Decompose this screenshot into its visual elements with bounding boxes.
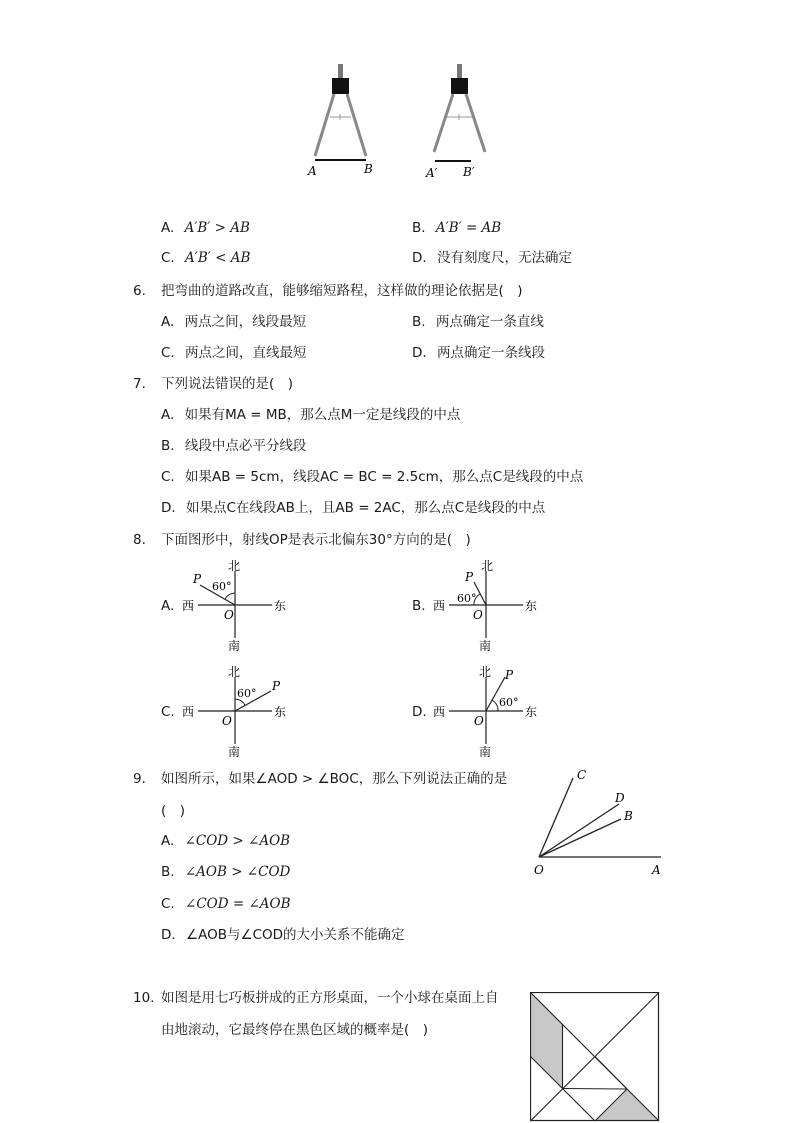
option-text: 没有刻度尺，无法确定 (436, 250, 572, 266)
option-letter: B. (412, 314, 426, 330)
option-text: ∠COD > ∠AOB (184, 833, 291, 849)
option-text: A′B′ > AB (184, 220, 250, 236)
east-label: 东 (274, 599, 287, 613)
option-letter: B. (161, 864, 175, 880)
q6-stem: 把弯曲的道路改直，能够缩短路程，这样做的理论依据是( ) (161, 283, 523, 299)
q8-option-c-diagram[interactable] (176, 663, 306, 757)
q9-number: 9. (133, 771, 146, 787)
option-text: 两点之间，线段最短 (184, 314, 307, 330)
origin-label: O (222, 714, 232, 728)
point-label: P (505, 668, 514, 682)
option-text: ∠AOB > ∠COD (184, 864, 291, 880)
q10-stem-line2: 由地滚动，它最终停在黑色区域的概率是( ) (161, 1022, 429, 1038)
q8-option-d-diagram[interactable] (427, 663, 557, 757)
q7-option-a[interactable] (161, 406, 460, 424)
q5-option-d[interactable] (412, 249, 572, 267)
q10-number: 10. (133, 990, 155, 1006)
q5-option-b[interactable] (412, 219, 501, 237)
compass-figure (300, 60, 500, 185)
shaded-piece-triangle (595, 1089, 659, 1121)
west-label: 西 (182, 705, 195, 719)
angle-label: 60° (457, 592, 477, 605)
south-label: 南 (479, 745, 492, 757)
origin-label: O (474, 714, 484, 728)
option-letter: C. (161, 250, 175, 266)
west-label: 西 (433, 599, 446, 613)
option-text: 如果AB = 5cm，线段AC = BC = 2.5cm，那么点C是线段的中点 (185, 469, 584, 485)
q9-option-c[interactable] (161, 895, 291, 913)
option-text: 线段中点必平分线段 (184, 438, 307, 454)
option-letter: D. (161, 500, 176, 516)
right-compass (434, 64, 485, 161)
east-label: 东 (274, 705, 287, 719)
option-text: 如果点C在线段AB上，且AB = 2AC，那么点C是线段的中点 (185, 500, 546, 516)
q9-stem-line2: ( ) (161, 803, 186, 819)
label-b: B (624, 809, 633, 823)
q9-option-d[interactable] (161, 926, 405, 944)
option-letter: B. (412, 220, 426, 236)
south-label: 南 (479, 639, 492, 652)
option-text: A′B′ = AB (435, 220, 502, 236)
option-letter: A. (161, 407, 175, 423)
q9-option-a[interactable] (161, 832, 290, 850)
option-text: 如果有MA = MB，那么点M一定是线段的中点 (184, 407, 461, 423)
option-letter: D. (412, 250, 427, 266)
right-label-b: B′ (463, 165, 475, 179)
north-label: 北 (228, 559, 241, 573)
q7-option-c[interactable] (161, 468, 583, 486)
q9-angle-figure (525, 760, 675, 885)
q6-option-d[interactable] (412, 344, 545, 362)
option-letter: D. (412, 345, 427, 361)
q8-number: 8. (133, 532, 146, 548)
label-a: A (652, 863, 661, 877)
q10-tangram-figure (530, 992, 660, 1122)
south-label: 南 (228, 639, 241, 652)
option-letter: B. (161, 438, 175, 454)
q8-option-b-letter[interactable]: B. (412, 598, 426, 614)
option-letter: A. (161, 314, 175, 330)
q8-option-b-diagram[interactable] (427, 558, 557, 652)
option-letter: D. (161, 927, 176, 943)
q5-option-c[interactable] (161, 249, 250, 267)
left-compass (315, 64, 366, 160)
point-label: P (465, 570, 474, 584)
right-label-a: A′ (426, 166, 438, 180)
q10-stem-line1: 如图是用七巧板拼成的正方形桌面，一个小球在桌面上自 (161, 990, 499, 1006)
north-label: 北 (228, 665, 241, 679)
east-label: 东 (525, 599, 538, 613)
east-label: 东 (525, 705, 538, 719)
q8-option-a-letter[interactable]: A. (161, 598, 175, 614)
option-letter: C. (161, 469, 175, 485)
option-text: A′B′ < AB (185, 250, 251, 266)
angle-label: 60° (499, 696, 519, 709)
q7-option-d[interactable] (161, 499, 545, 517)
label-c: C (577, 768, 587, 782)
north-label: 北 (479, 665, 492, 679)
west-label: 西 (433, 705, 446, 719)
angle-label: 60° (212, 580, 232, 593)
option-text: 两点确定一条直线 (435, 314, 544, 330)
option-text: 两点之间，直线最短 (185, 345, 307, 361)
option-letter: C. (161, 345, 175, 361)
left-label-b: B (364, 162, 373, 176)
option-letter: C. (161, 896, 175, 912)
shaded-piece-parallelogram (531, 993, 563, 1089)
north-label: 北 (481, 559, 494, 573)
q9-option-b[interactable] (161, 863, 290, 881)
option-text: ∠AOB与∠COD的大小关系不能确定 (185, 927, 405, 943)
west-label: 西 (182, 599, 195, 613)
q8-stem: 下面图形中，射线OP是表示北偏东30°方向的是( ) (161, 532, 471, 548)
option-text: 两点确定一条线段 (436, 345, 545, 361)
origin-label: O (473, 608, 483, 622)
label-o: O (534, 863, 544, 877)
q7-stem: 下列说法错误的是( ) (161, 376, 294, 392)
point-label: P (193, 572, 202, 586)
point-label: P (272, 679, 281, 693)
south-label: 南 (228, 745, 241, 757)
q6-number: 6. (133, 283, 146, 299)
angle-label: 60° (237, 687, 257, 700)
q6-option-a[interactable] (161, 313, 306, 331)
option-letter: A. (161, 833, 175, 849)
q6-option-c[interactable] (161, 344, 307, 362)
option-text: ∠COD = ∠AOB (185, 896, 291, 912)
q8-option-d-letter[interactable]: D. (412, 704, 427, 720)
label-d: D (615, 791, 625, 805)
q6-option-b[interactable] (412, 313, 544, 331)
q8-option-a-diagram[interactable] (176, 558, 306, 652)
q9-stem-line1: 如图所示，如果∠AOD > ∠BOC，那么下列说法正确的是 (161, 771, 508, 787)
q5-option-a[interactable] (161, 219, 250, 237)
option-letter: A. (161, 220, 175, 236)
q7-number: 7. (133, 376, 146, 392)
origin-label: O (224, 608, 234, 622)
q7-option-b[interactable] (161, 437, 306, 455)
left-label-a: A (308, 164, 317, 178)
q8-option-c-letter[interactable]: C. (161, 704, 175, 720)
